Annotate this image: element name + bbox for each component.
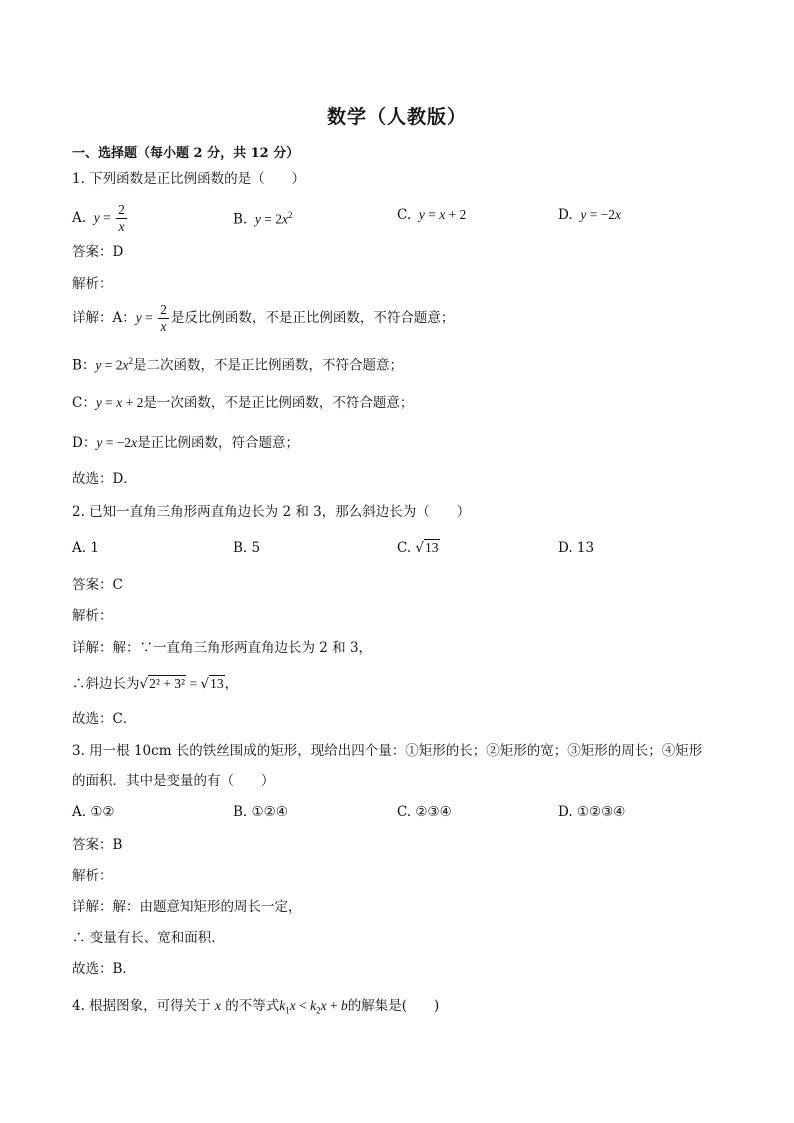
page-title: 数学（人教版） [326, 106, 467, 128]
q2-option-c-radicand: 13 [425, 540, 439, 555]
q1-detail-4-prefix: D： [72, 435, 97, 451]
q1-conclusion: 故选：D． [72, 471, 137, 487]
q1-detail-2-text: 是二次函数，不是正比例函数，不符合题意； [133, 357, 404, 374]
q1-a-denominator: x [118, 219, 125, 234]
q1-answer-value: D [112, 244, 124, 260]
q1-stem: 1. 下列函数是正比例函数的是（ ） [72, 171, 306, 187]
q3-option-d: D. ①②③④ [558, 804, 626, 820]
q1-option-b-label: B. [233, 211, 248, 228]
q1-analysis-label: 解析： [72, 276, 113, 292]
q3-answer [72, 836, 122, 854]
q1-a-numerator: 2 [118, 202, 125, 217]
q2-answer-value: C [112, 577, 123, 593]
q3-option-b: B. ①②④ [233, 804, 288, 820]
q3-answer-label: 答案： [72, 837, 113, 853]
q3-stem-line-2: 的面积．其中是变量的有（ ） [72, 773, 275, 789]
q2-detail-2-prefix: ∴斜边长为 [72, 676, 140, 692]
q1-detail-label: 详解： [72, 310, 113, 326]
q2-option-d: D. 13 [558, 540, 595, 556]
q1-detail-4: D：y = −2x是正比例函数，符合题意； [72, 435, 300, 451]
q2-detail-2: ∴斜边长为√2² + 3² = √13， [72, 676, 239, 692]
q2-detail-1-text: 解：∵一直角三角形两直角边长为 2 和 3， [112, 640, 373, 656]
q2-detail-2-suffix: ， [224, 676, 239, 692]
q1-detail-1: 详解：A：y = $\frac{2}{x}$ 是反比例函数，不是正比例函数，不符合题意； [72, 302, 455, 334]
q1-detail-1-prefix: A： [112, 310, 136, 326]
q1-option-c-label: C. [397, 207, 412, 223]
q2-detail-2-result: 13 [210, 676, 224, 691]
q1-b-exponent: 2 [288, 210, 293, 220]
q3-option-c: C. ②③④ [397, 804, 452, 820]
q1-detail-3: C：y = x + 2是一次函数，不是正比例函数，不符合题意； [72, 395, 414, 411]
q1-detail-numerator: 2 [160, 302, 167, 317]
q1-option-c: C. y = x + 2 [397, 207, 467, 223]
q3-detail-label: 详解： [72, 899, 113, 915]
q1-detail-2: B：$y = 2x^2$是二次函数，不是正比例函数，不符合题意； [72, 356, 404, 374]
q2-answer [72, 576, 123, 594]
q3-detail-1-text: 解：由题意知矩形的周长一定， [112, 899, 302, 915]
q1-option-b: B. $y = 2x^2$ [233, 210, 293, 228]
q2-detail-1 [72, 639, 372, 657]
q3-detail-2: ∴ 变量有长、宽和面积． [72, 930, 225, 946]
q2-stem: 2. 已知一直角三角形两直角边长为 2 和 3，那么斜边长为（ ） [72, 504, 471, 520]
q1-detail-3-prefix: C： [72, 395, 96, 411]
q2-option-c-label: C. [397, 540, 412, 556]
q1-detail-1-text: 是反比例函数，不是正比例函数，不符合题意； [170, 310, 455, 326]
q3-stem-line-1: 3. 用一根 10cm 长的铁丝围成的矩形，现给出四个量：①矩形的长；②矩形的宽；③矩形的周长；④矩形 [72, 743, 703, 759]
q2-option-b: B. 5 [233, 540, 261, 556]
q1-detail-3-text: 是一次函数，不是正比例函数，不符合题意； [143, 395, 414, 411]
q1-detail-2-prefix: B： [72, 357, 96, 374]
q3-analysis-label: 解析： [72, 868, 113, 884]
q3-detail-1 [72, 898, 302, 916]
q1-option-d: D. y = −2x [558, 207, 622, 223]
q4-stem-prefix: 4. 根据图象，可得关于 [72, 998, 215, 1014]
q3-conclusion: 故选：B． [72, 961, 136, 977]
q2-conclusion: 故选：C． [72, 711, 137, 727]
q3-option-a: A. ①② [72, 804, 115, 820]
q4-stem-variable: x [214, 998, 221, 1013]
q2-option-c: C. √13 [397, 540, 439, 556]
q1-detail-4-text: 是正比例函数，符合题意； [137, 435, 300, 451]
q1-answer-label: 答案： [72, 244, 113, 260]
q2-detail-2-radicand: 2² + 3² [149, 676, 186, 691]
q2-detail-label: 详解： [72, 640, 113, 656]
q1-option-a-label: A. [72, 210, 87, 226]
q4-stem: 4. 根据图象，可得关于 x 的不等式$k_1x < k_2x + b$的解集是( ) [72, 998, 440, 1016]
q1-option-a: A. y = $\frac{2}{x}$ [72, 202, 125, 234]
q1-option-d-label: D. [558, 207, 573, 223]
q2-answer-label: 答案： [72, 577, 113, 593]
q4-stem-suffix: 的解集是( ) [347, 998, 440, 1014]
q1-answer [72, 243, 123, 261]
section-heading: 一、选择题（每小题 2 分，共 12 分） [72, 146, 300, 161]
q4-stem-mid: 的不等式 [220, 998, 280, 1014]
q3-answer-value: B [112, 837, 123, 853]
q2-detail-2-equals: = [186, 676, 201, 691]
q1-detail-denominator: x [160, 319, 167, 334]
q2-option-a: A. 1 [72, 540, 99, 556]
q2-analysis-label: 解析： [72, 608, 113, 624]
